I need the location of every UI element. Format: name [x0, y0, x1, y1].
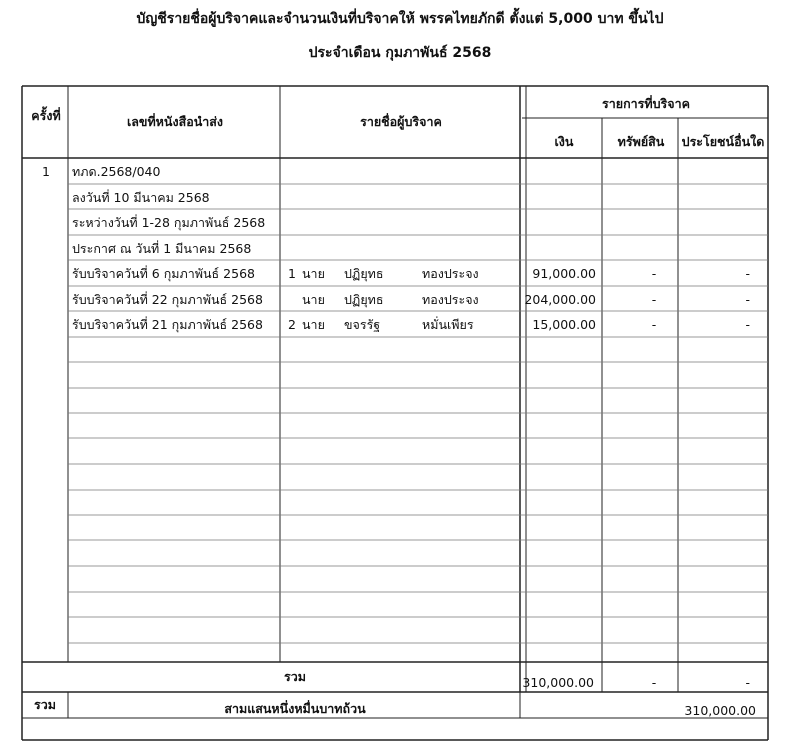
header-group: รายการที่บริจาค [602, 96, 690, 111]
donation-received-date: รับบริจาควันที่ 22 กุมภาพันธ์ 2568 [72, 292, 263, 307]
donor-sequence: 1 [288, 266, 296, 281]
other-value: - [745, 317, 750, 332]
doc-dated: ลงวันที่ 10 มีนาคม 2568 [72, 190, 210, 205]
asset-value: - [651, 266, 657, 281]
header-asset: ทรัพย์สิน [617, 134, 665, 149]
header-donor: รายชื่อผู้บริจาค [360, 114, 442, 129]
entry-number: 1 [42, 164, 50, 179]
donor-last-name: หมั่นเพียร [422, 317, 474, 332]
donor-first-name: ปฏิยุทธ [344, 292, 384, 307]
doc-number: ทภด.2568/040 [72, 164, 161, 179]
donation-received-date: รับบริจาควันที่ 6 กุมภาพันธ์ 2568 [72, 266, 255, 281]
header-no: ครั้งที่ [31, 108, 61, 123]
subtotal-cash: 310,000.00 [522, 675, 594, 690]
header-doc: เลขที่หนังสือนำส่ง [126, 114, 224, 129]
donor-last-name: ทองประจง [422, 292, 479, 307]
subtotal-asset: - [651, 675, 657, 690]
donation-received-date: รับบริจาควันที่ 21 กุมภาพันธ์ 2568 [72, 317, 263, 332]
asset-value: - [651, 292, 657, 307]
subtotal-other: - [745, 675, 750, 690]
grand-total-label: รวม [34, 697, 56, 712]
cash-amount: 91,000.00 [532, 266, 596, 281]
grand-total-words: สามแสนหนึ่งหมื่นบาทถ้วน [224, 701, 366, 716]
donor-first-name: ขจรรัฐ [344, 317, 381, 332]
document-subtitle: ประจำเดือน กุมภาพันธ์ 2568 [308, 45, 492, 61]
donor-prefix: นาย [302, 292, 325, 307]
subtotal-label: รวม [284, 669, 306, 684]
donor-last-name: ทองประจง [422, 266, 479, 281]
doc-announced: ประกาศ ณ วันที่ 1 มีนาคม 2568 [72, 241, 252, 256]
cash-amount: 204,000.00 [524, 292, 596, 307]
donor-prefix: นาย [302, 317, 325, 332]
header-cash: เงิน [554, 134, 574, 149]
asset-value: - [651, 317, 657, 332]
document-title: บัญชีรายชื่อผู้บริจาคและจำนวนเงินที่บริจาคให้ พรรคไทยภักดี ตั้งแต่ 5,000 บาท ขึ้นไป [136, 11, 664, 27]
other-value: - [745, 292, 750, 307]
donor-sequence: 2 [288, 317, 296, 332]
other-value: - [745, 266, 750, 281]
doc-period: ระหว่างวันที่ 1-28 กุมภาพันธ์ 2568 [72, 215, 266, 230]
donor-first-name: ปฏิยุทธ [344, 266, 384, 281]
cash-amount: 15,000.00 [532, 317, 596, 332]
grand-total-amount: 310,000.00 [684, 703, 756, 718]
header-other: ประโยชน์อื่นใด [681, 134, 765, 149]
donor-prefix: นาย [302, 266, 325, 281]
